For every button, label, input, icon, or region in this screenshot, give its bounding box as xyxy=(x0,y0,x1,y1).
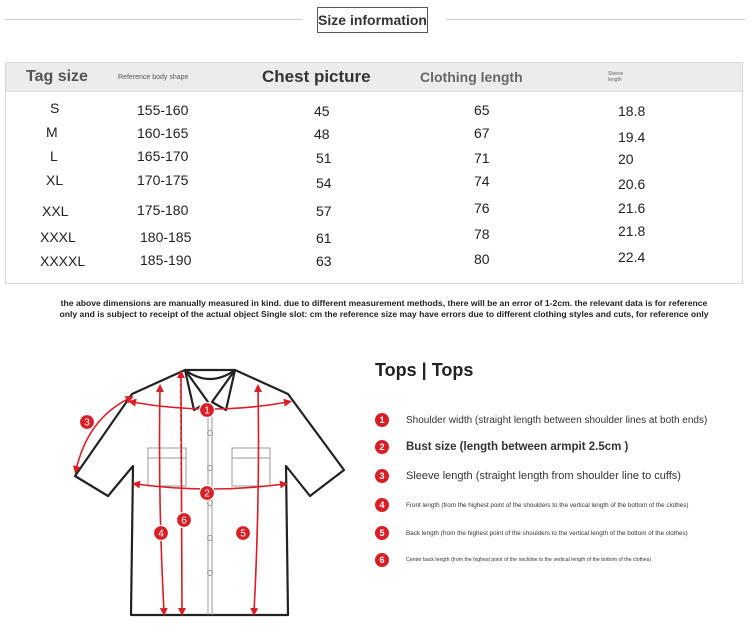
table-header xyxy=(6,63,742,92)
cell-chest: 48 xyxy=(314,126,330,142)
cell-clothing-length: 80 xyxy=(474,251,490,267)
marker-6: 6 xyxy=(181,515,187,527)
legend-number-badge: 2 xyxy=(375,440,389,454)
shirt-diagram xyxy=(60,358,360,628)
marker-2: 2 xyxy=(204,488,210,500)
marker-4: 4 xyxy=(158,528,164,540)
legend-text: Center back length (from the highest point of the neckline to the vertical length of the bottom of the clothes) xyxy=(406,557,652,563)
col-header-chest: Chest picture xyxy=(262,67,371,86)
legend-item xyxy=(375,439,628,455)
cell-tag-size: XXXL xyxy=(40,229,76,245)
cell-chest: 45 xyxy=(314,103,330,119)
cell-tag-size: S xyxy=(50,100,60,116)
cell-body-shape: 160-165 xyxy=(137,125,189,141)
col-header-body-shape: Reference body shape xyxy=(118,73,189,81)
legend-number-badge: 5 xyxy=(375,526,389,540)
legend-item xyxy=(375,468,681,484)
cell-chest: 61 xyxy=(316,230,332,246)
cell-clothing-length: 65 xyxy=(474,102,490,118)
measurement-note xyxy=(26,298,742,320)
cell-sleeve-length: 20 xyxy=(618,151,634,167)
legend-item xyxy=(375,497,688,513)
note-line-1: the above dimensions are manually measured in kind. due to different measurement methods, there will be an error of 1-2cm. the relevant data is for reference xyxy=(60,298,708,308)
cell-clothing-length: 74 xyxy=(474,173,490,189)
cell-tag-size: XL xyxy=(46,172,64,188)
section-title: Size information xyxy=(317,7,428,33)
legend-text: Bust size (length between armpit 2.5cm ) xyxy=(406,441,629,453)
cell-body-shape: 185-190 xyxy=(140,252,192,268)
cell-body-shape: 165-170 xyxy=(137,148,189,164)
cell-chest: 51 xyxy=(316,150,332,166)
marker-5: 5 xyxy=(240,528,246,540)
legend-number-badge: 3 xyxy=(375,469,389,483)
header-rule-right xyxy=(446,19,745,20)
legend-number-badge: 1 xyxy=(375,413,389,427)
size-table xyxy=(5,62,743,284)
legend-number-badge: 6 xyxy=(375,553,389,567)
cell-clothing-length: 76 xyxy=(474,200,490,216)
cell-sleeve-length: 19.4 xyxy=(618,129,646,145)
cell-chest: 57 xyxy=(316,203,332,219)
cell-sleeve-length: 21.6 xyxy=(618,200,646,216)
legend-title: Tops | Tops xyxy=(375,360,474,380)
cell-sleeve-length: 21.8 xyxy=(618,223,646,239)
cell-sleeve-length: 18.8 xyxy=(618,103,646,119)
cell-clothing-length: 67 xyxy=(474,125,490,141)
col-header-tag-size: Tag size xyxy=(26,68,88,85)
legend-text: Front length (from the highest point of the shoulders to the vertical length of the bottom of the clothes) xyxy=(406,501,689,509)
cell-sleeve-length: 20.6 xyxy=(618,176,646,192)
legend-item xyxy=(375,412,707,428)
cell-body-shape: 180-185 xyxy=(140,229,192,245)
marker-1: 1 xyxy=(204,405,210,417)
cell-clothing-length: 71 xyxy=(474,150,490,166)
legend-item xyxy=(375,525,688,541)
header-rule-left xyxy=(5,19,302,20)
cell-body-shape: 170-175 xyxy=(137,172,189,188)
cell-sleeve-length: 22.4 xyxy=(618,249,646,265)
legend-text: Shoulder width (straight length between shoulder lines at both ends) xyxy=(406,414,708,426)
legend-item xyxy=(375,552,651,568)
cell-tag-size: XXL xyxy=(42,203,69,219)
legend-text: Back length (from the highest point of the shoulders to the vertical length of the bottom of the clothes) xyxy=(406,529,688,537)
cell-chest: 54 xyxy=(316,175,332,191)
cell-tag-size: M xyxy=(46,124,58,140)
legend-number-badge: 4 xyxy=(375,498,389,512)
cell-chest: 63 xyxy=(316,253,332,269)
cell-tag-size: L xyxy=(50,148,58,164)
note-line-2: only and is subject to receipt of the actual object Single slot: cm the reference size may have errors due to different clothing styles and cuts, for reference only xyxy=(59,309,709,319)
col-header-sleeve-length: Sleeve length xyxy=(608,71,624,83)
marker-3: 3 xyxy=(84,417,90,429)
cell-body-shape: 175-180 xyxy=(137,202,189,218)
measure-lines xyxy=(76,374,288,612)
cell-tag-size: XXXXL xyxy=(40,253,86,269)
cell-clothing-length: 78 xyxy=(474,226,490,242)
cell-body-shape: 155-160 xyxy=(137,102,189,118)
col-header-clothing-length: Clothing length xyxy=(420,69,523,85)
legend-text: Sleeve length (straight length from shoulder line to cuffs) xyxy=(406,470,681,482)
measure-markers xyxy=(80,403,251,541)
